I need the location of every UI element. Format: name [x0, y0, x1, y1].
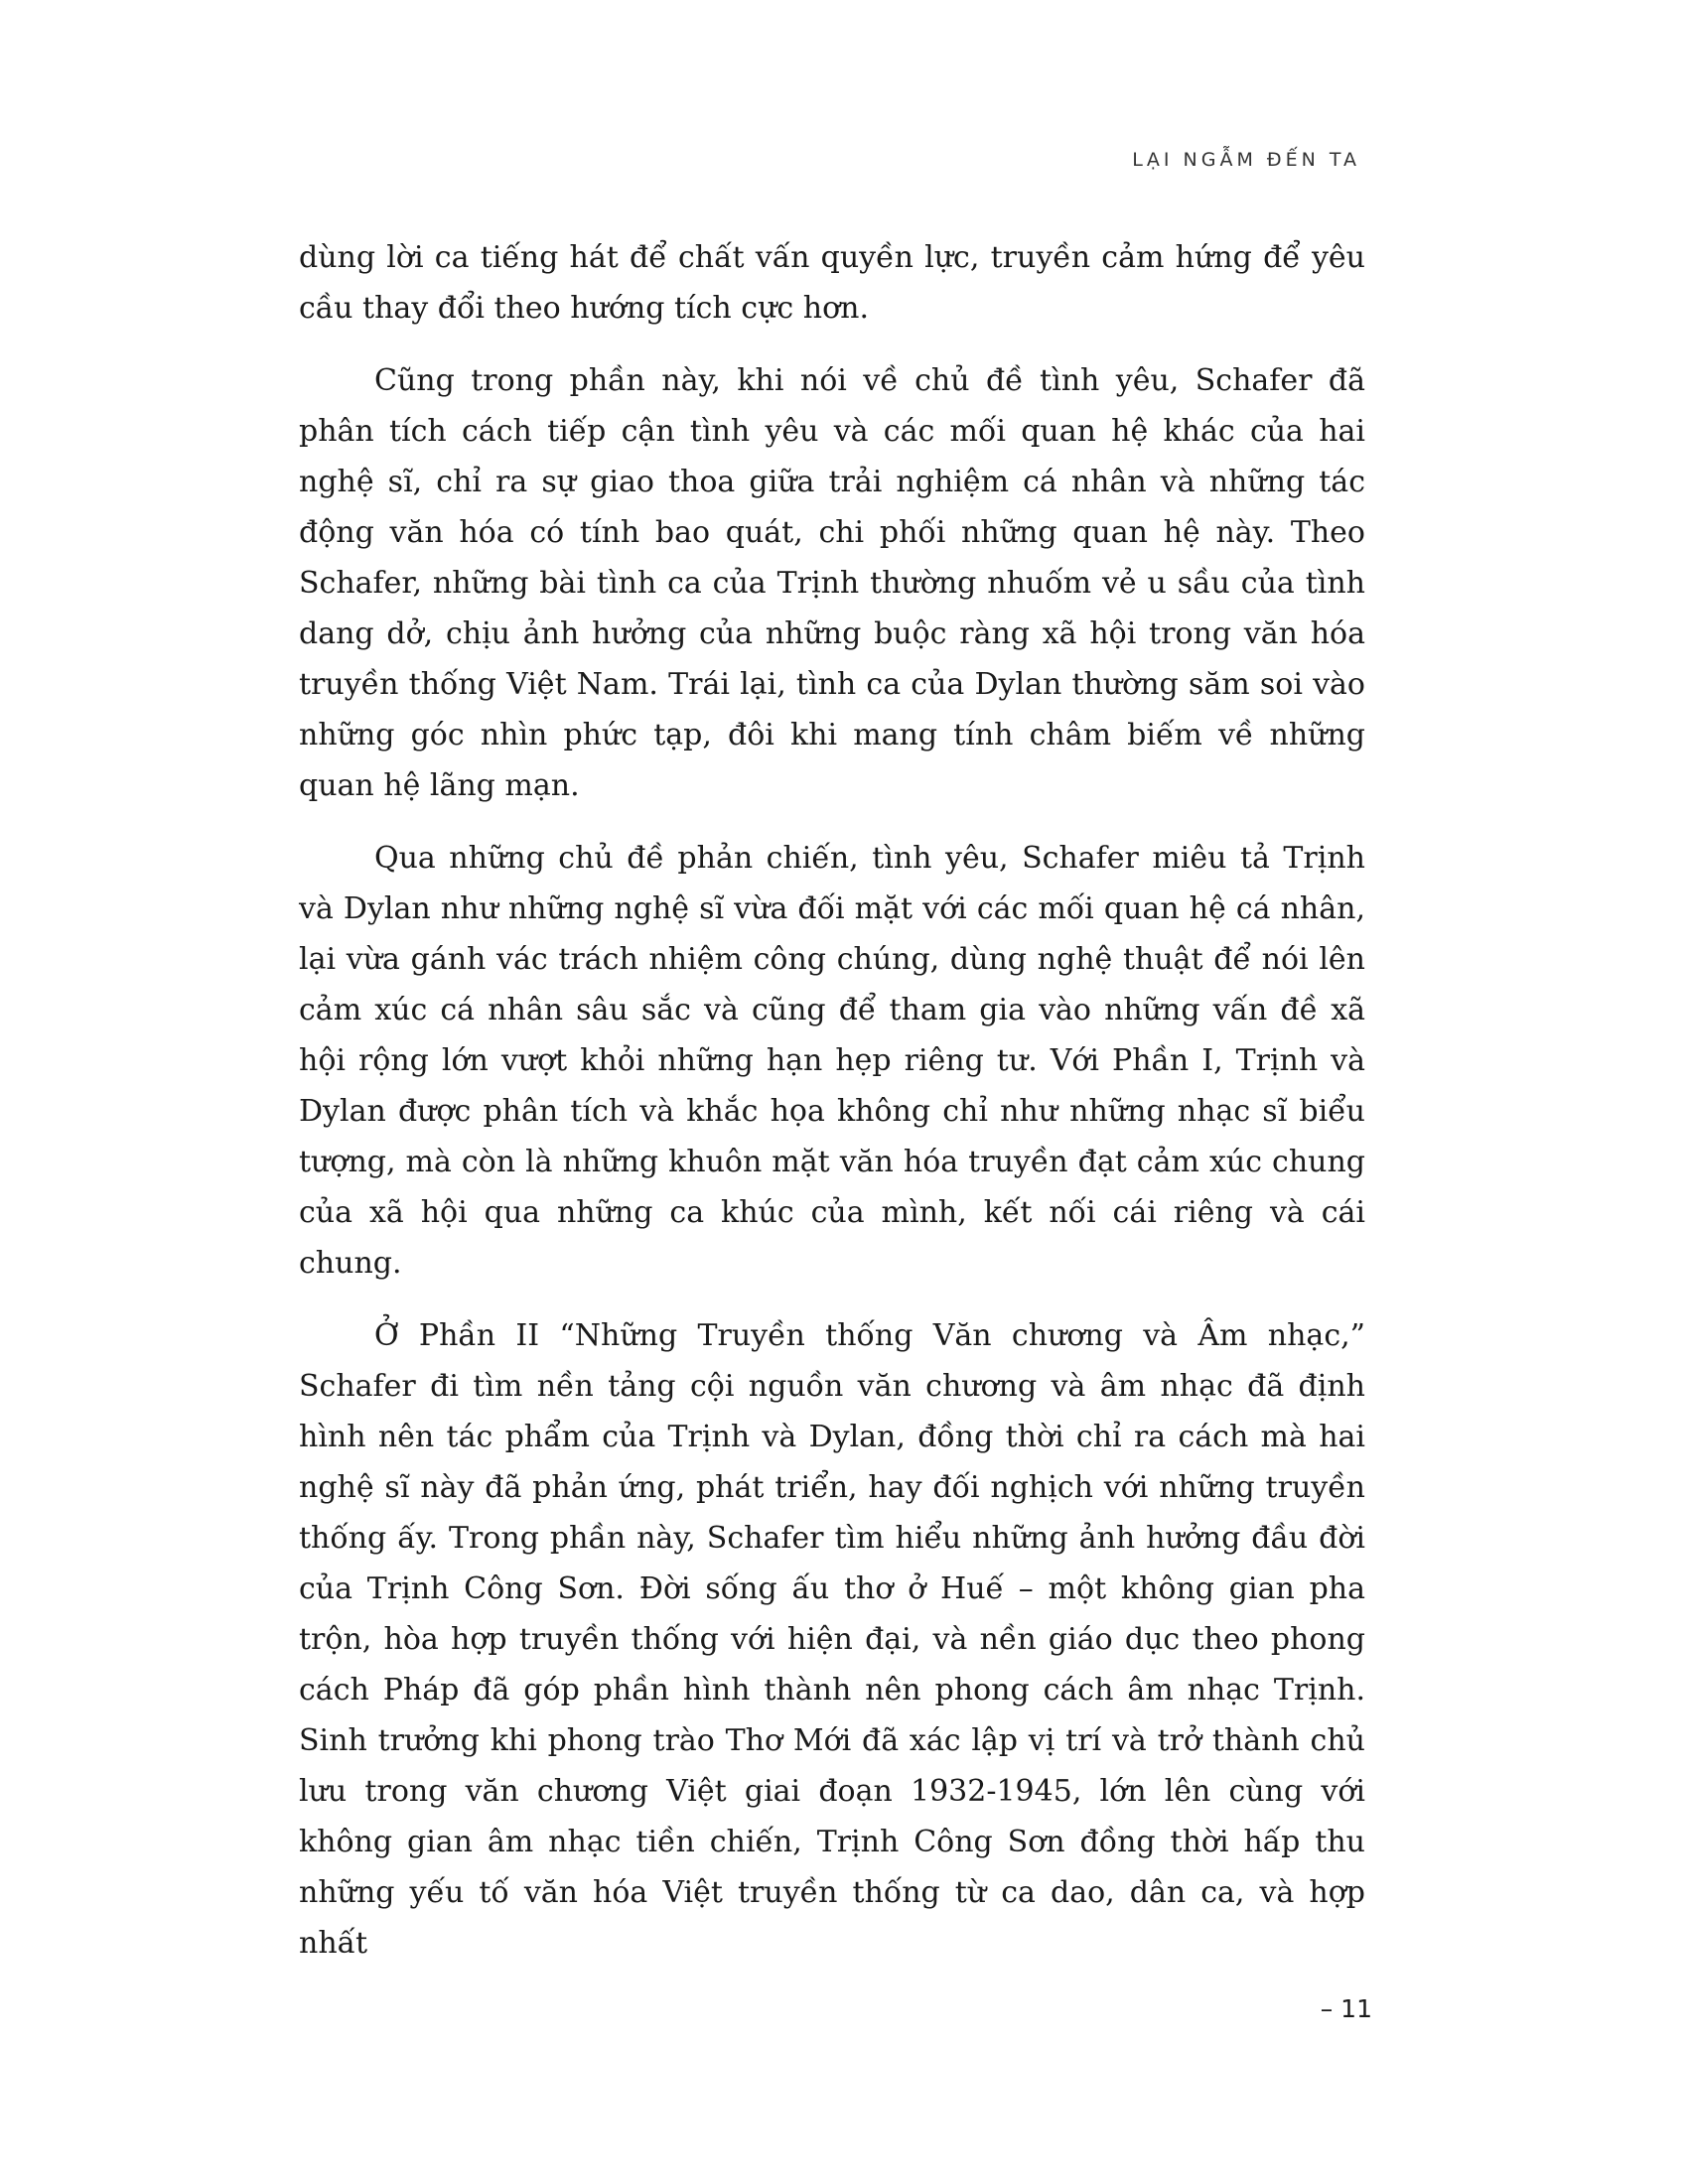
paragraph-love-theme: Cũng trong phần này, khi nói về chủ đề tình yêu, Schafer đã phân tích cách tiếp cận tình yêu và các mối quan hệ khác của hai nghệ sĩ, chỉ ra sự giao thoa giữa trải nghiệm cá nhân và những tác động văn hóa có tính bao quát, chi phối những quan hệ này. Theo Schafer, những bài tình ca của Trịnh thường nhuốm vẻ u sầu của tình dang dở, chịu ảnh hưởng của những buộc ràng xã hội trong văn hóa truyền thống Việt Nam. Trái lại, tình ca của Dylan thường săm soi vào những góc nhìn phức tạp, đôi khi mang tính châm biếm về những quan hệ lãng mạn.	[299, 363, 1365, 803]
paragraph-part-two: Ở Phần II “Những Truyền thống Văn chương và Âm nhạc,” Schafer đi tìm nền tảng cội nguồn văn chương và âm nhạc đã định hình nên tác phẩm của Trịnh và Dylan, đồng thời chỉ ra cách mà hai nghệ sĩ này đã phản ứng, phát triển, hay đối nghịch với những truyền thống ấy. Trong phần này, Schafer tìm hiểu những ảnh hưởng đầu đời của Trịnh Công Sơn. Đời sống ấu thơ ở Huế – một không gian pha trộn, hòa hợp truyền thống với hiện đại, và nền giáo dục theo phong cách Pháp đã góp phần hình thành nên phong cách âm nhạc Trịnh. Sinh trưởng khi phong trào Thơ Mới đã xác lập vị trí và trở thành chủ lưu trong văn chương Việt giai đoạn 1932-1945, lớn lên cùng với không gian âm nhạc tiền chiến, Trịnh Công Sơn đồng thời hấp thu những yếu tố văn hóa Việt truyền thống từ ca dao, dân ca, và hợp nhất	[299, 1318, 1365, 1961]
body-text	[299, 232, 1365, 1990]
paragraph-continuation: dùng lời ca tiếng hát để chất vấn quyền lực, truyền cảm hứng để yêu cầu thay đổi theo hướng tích cực hơn.	[299, 240, 1365, 326]
running-header: LẠI NGẪM ĐẾN TA	[1132, 149, 1360, 171]
page-number: – 11	[1320, 1994, 1372, 2023]
paragraph-part-one-summary: Qua những chủ đề phản chiến, tình yêu, Schafer miêu tả Trịnh và Dylan như những nghệ sĩ vừa đối mặt với các mối quan hệ cá nhân, lại vừa gánh vác trách nhiệm công chúng, dùng nghệ thuật để nói lên cảm xúc cá nhân sâu sắc và cũng để tham gia vào những vấn đề xã hội rộng lớn vượt khỏi những hạn hẹp riêng tư. Với Phần I, Trịnh và Dylan được phân tích và khắc họa không chỉ như những nhạc sĩ biểu tượng, mà còn là những khuôn mặt văn hóa truyền đạt cảm xúc chung của xã hội qua những ca khúc của mình, kết nối cái riêng và cái chung.	[299, 841, 1365, 1281]
